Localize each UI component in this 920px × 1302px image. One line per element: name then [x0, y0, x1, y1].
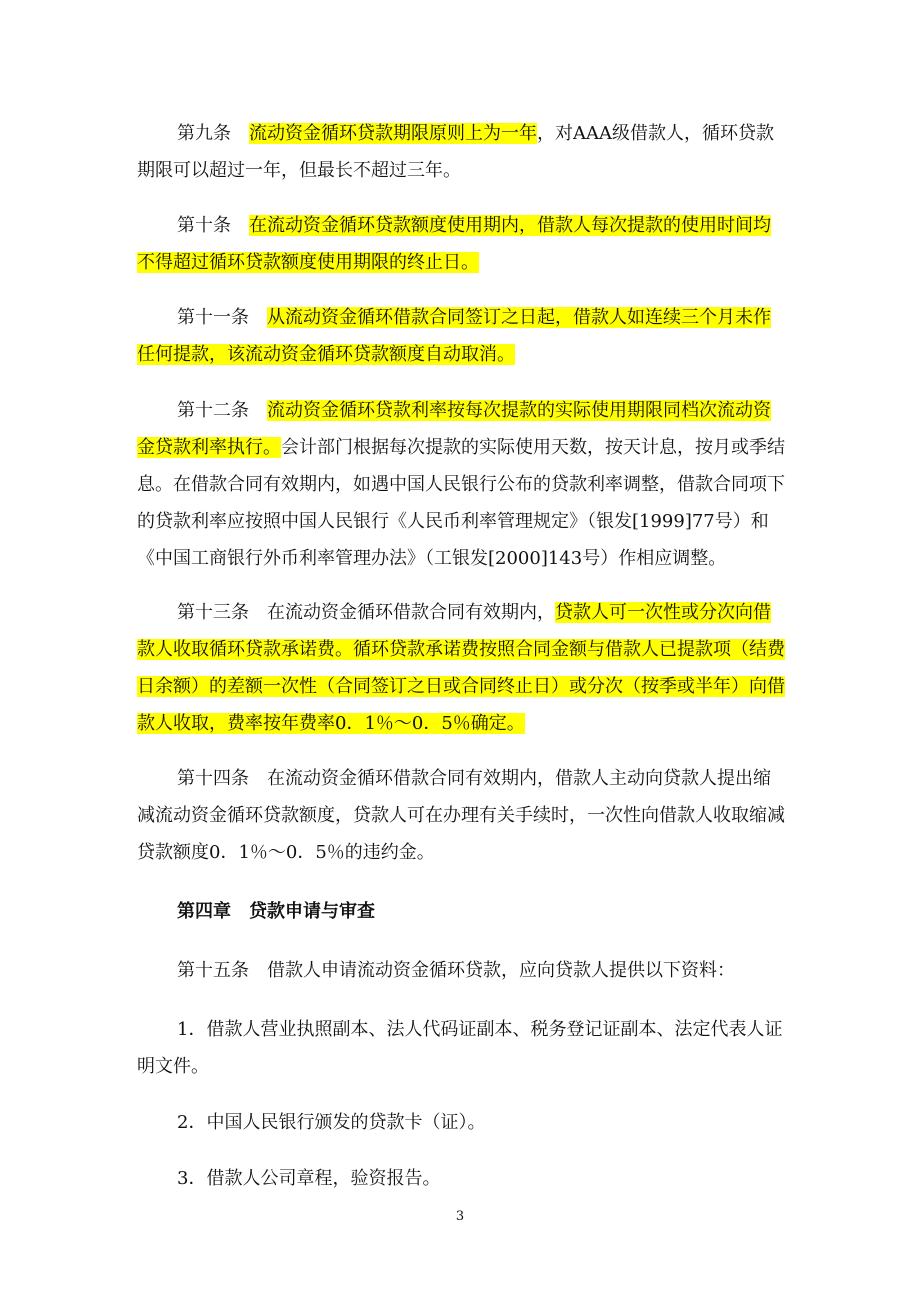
page-number: 3 [455, 1209, 465, 1224]
article-10 [137, 207, 787, 281]
highlighted-text: 在流动资金循环贷款额度使用期内，借款人每次提款的使用时间均不得超过循环贷款额度使用期限的终止日。 [137, 215, 771, 273]
highlighted-text: 流动资金循环贷款利率按每次提款的实际使用期限同档次流动资金贷款利率执行。 [137, 400, 771, 458]
text-segment: 1．借款人营业执照副本、法人代码证副本、税务登记证副本、法定代表人证明文件。 [137, 1019, 783, 1077]
article-15 [137, 952, 787, 989]
chapter-heading [137, 893, 787, 930]
article-14 [137, 760, 787, 871]
text-segment: ，对AAA级借款人，循环贷款期限可以超过一年，但最长不超过三年。 [137, 123, 774, 181]
article-13 [137, 594, 787, 742]
text-segment: 第十条 [177, 215, 249, 236]
text-segment: 第十三条 在流动资金循环借款合同有效期内， [177, 602, 555, 623]
text-segment: 2．中国人民银行颁发的贷款卡（证）。 [177, 1112, 486, 1133]
text-segment: 第四章 贷款申请与审查 [177, 901, 375, 922]
article-11 [137, 299, 787, 373]
highlighted-text: 从流动资金循环借款合同签订之日起，借款人如连续三个月未作任何提款，该流动资金循环贷款额度自动取消。 [137, 307, 771, 365]
highlighted-text: 贷款人可一次性或分次向借款人收取循环贷款承诺费。循环贷款承诺费按照合同金额与借款人已提款项（结费日余额）的差额一次性（合同签订之日或合同终止日）或分次（按季或半年）向借款人收取，费率按年费率0．1％～0．5％确定。 [137, 602, 785, 734]
list-item-1 [137, 1011, 787, 1085]
text-segment: 3．借款人公司章程，验资报告。 [177, 1168, 441, 1189]
text-segment: 会计部门根据每次提款的实际使用天数，按天计息，按月或季结息。在借款合同有效期内，如遇中国人民银行公布的贷款利率调整，借款合同项下的贷款利率应按照中国人民银行《人民币利率管理规定》（银发[1999]77号）和《中国工商银行外币利率管理办法》（工银发[2000]143号）作相应调整。 [137, 437, 785, 569]
text-segment: 第十二条 [177, 400, 267, 421]
highlighted-text: 流动资金循环贷款期限原则上为一年 [249, 123, 537, 144]
text-segment: 第十四条 在流动资金循环借款合同有效期内，借款人主动向贷款人提出缩减流动资金循环贷款额度，贷款人可在办理有关手续时，一次性向借款人收取缩减贷款额度0．1％～0．5％的违约金。 [137, 768, 785, 863]
text-segment: 第九条 [177, 123, 249, 144]
article-9 [137, 115, 787, 189]
article-12 [137, 392, 787, 577]
text-segment: 第十五条 借款人申请流动资金循环贷款，应向贷款人提供以下资料： [177, 960, 735, 981]
list-item-3 [137, 1160, 787, 1197]
list-item-2 [137, 1104, 787, 1141]
text-segment: 第十一条 [177, 307, 267, 328]
